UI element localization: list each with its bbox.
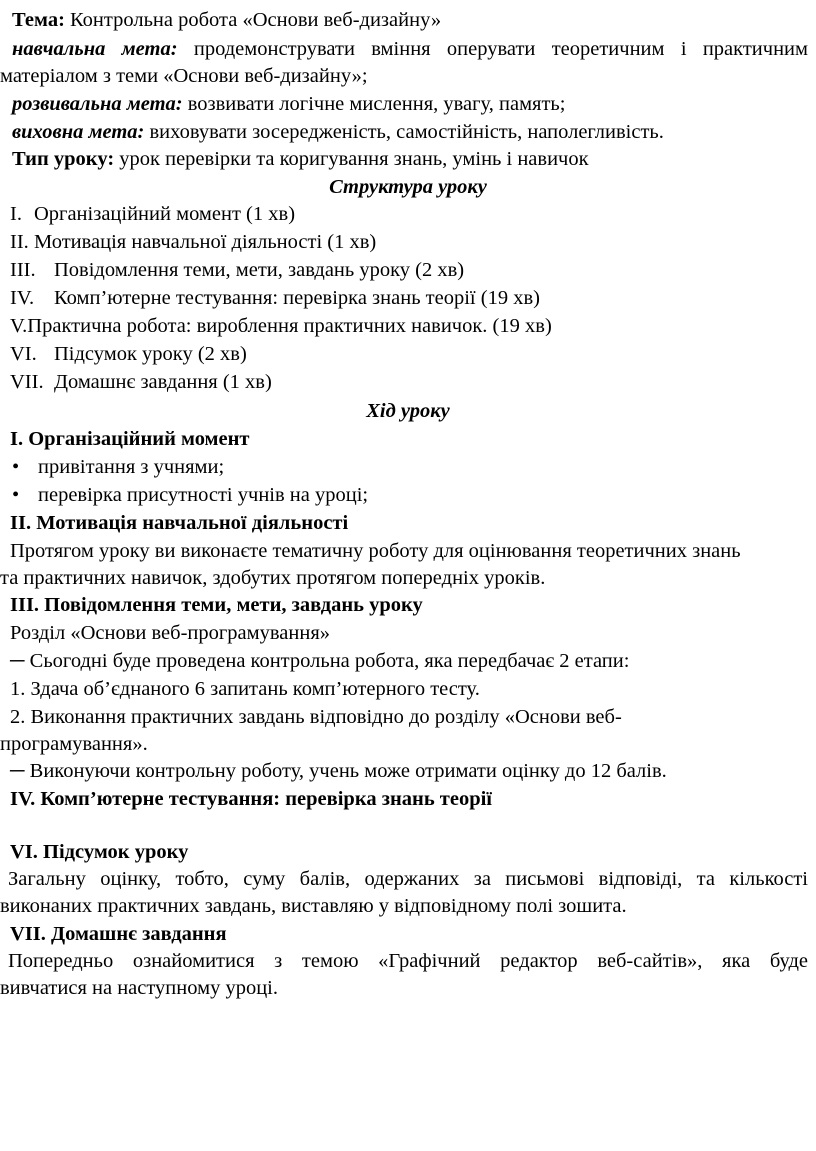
- structure-item-number: II.: [10, 231, 29, 253]
- list-item-text: привітання з учнями;: [38, 456, 225, 478]
- developmental-goal-label: розвивальна мета:: [12, 93, 183, 115]
- list-item: [10, 453, 816, 481]
- list-item: [10, 481, 816, 509]
- course-title: Хід уроку: [366, 400, 450, 422]
- structure-item: [10, 200, 816, 228]
- developmental-goal-line: [12, 90, 816, 118]
- section-3-dash-line-1: ─ Сьогодні буде проведена контрольна робота, яка передбачає 2 етапи:: [10, 650, 630, 672]
- structure-item-text: Мотивація навчальної діяльності (1 хв): [34, 231, 377, 253]
- section-7-text-line-1: Попередньо ознайомитися з темою «Графічний редактор веб-сайтів», яка буде: [8, 950, 808, 972]
- structure-item-text: Організаційний момент (1 хв): [34, 203, 296, 225]
- structure-item: [10, 340, 816, 368]
- section-3-step-2: 2. Виконання практичних завдань відповідно до розділу «Основи веб-: [10, 706, 622, 728]
- section-2-text-line-2: та практичних навичок, здобутих протягом попередніх уроків.: [0, 567, 546, 589]
- structure-item-text: Комп’ютерне тестування: перевірка знань теорії (19 хв): [54, 287, 540, 309]
- structure-item-number: IV.: [10, 287, 35, 309]
- lesson-type-label: Тип уроку:: [12, 148, 115, 170]
- section-6-text-line-1: Загальну оцінку, тобто, суму балів, одержаних за письмові відповіді, та кількості: [8, 868, 808, 890]
- lesson-type-text: урок перевірки та коригування знань, умінь і навичок: [114, 148, 589, 170]
- structure-item-text: Підсумок уроку (2 хв): [54, 343, 247, 365]
- upbringing-goal-label: виховна мета:: [12, 121, 145, 143]
- lesson-type-line: [12, 145, 816, 173]
- bullet-icon: •: [12, 456, 20, 478]
- structure-item-number: VII.: [10, 371, 44, 393]
- topic-line: [12, 6, 816, 34]
- list-item-text: перевірка присутності учнів на уроці;: [38, 484, 369, 506]
- section-3-heading: ІІІ. Повідомлення теми, мети, завдань уроку: [10, 594, 423, 616]
- developmental-goal-text: возвивати логічне мислення, увагу, память;: [182, 93, 566, 115]
- section-3-step-2-cont: програмування».: [0, 733, 148, 755]
- section-2-text-line-1: Протягом уроку ви виконаєте тематичну роботу для оцінювання теоретичних знань: [10, 540, 741, 562]
- structure-item: [10, 284, 816, 312]
- structure-item-text: Практична робота: вироблення практичних навичок. (19 хв): [27, 315, 552, 337]
- structure-item-number: VI.: [10, 343, 37, 365]
- structure-item-number: I.: [10, 203, 22, 225]
- section-3-chapter: Розділ «Основи веб-програмування»: [10, 622, 330, 644]
- bullet-icon: •: [12, 484, 20, 506]
- section-1-heading: І. Організаційний момент: [10, 428, 250, 450]
- educational-goal-line: [8, 35, 808, 63]
- section-3-dash-line-2: ─ Виконуючи контрольну роботу, учень може отримати оцінку до 12 балів.: [10, 760, 667, 782]
- structure-item-text: Повідомлення теми, мети, завдань уроку (2 хв): [54, 259, 465, 281]
- topic-text: Контрольна робота «Основи веб-дизайну»: [64, 9, 442, 31]
- section-7-heading: VII. Домашнє завдання: [10, 923, 227, 945]
- structure-item: [10, 228, 816, 256]
- structure-item-number: III.: [10, 259, 36, 281]
- section-6-heading: VI. Підсумок уроку: [10, 841, 189, 863]
- section-2-heading: ІІ. Мотивація навчальної діяльності: [10, 512, 349, 534]
- educational-goal-line-2: матеріалом з теми «Основи веб-дизайну»;: [0, 65, 368, 87]
- structure-item-text: Домашнє завдання (1 хв): [54, 371, 272, 393]
- section-6-text-line-2: виконаних практичних завдань, виставляю у відповідному полі зошита.: [0, 895, 627, 917]
- section-4-heading: IV. Комп’ютерне тестування: перевірка знань теорії: [10, 788, 492, 810]
- topic-label: Тема:: [12, 9, 65, 31]
- structure-item: [10, 312, 816, 340]
- structure-title: Структура уроку: [329, 176, 487, 198]
- upbringing-goal-line: [12, 118, 816, 146]
- structure-item: [10, 368, 816, 396]
- section-7-text-line-2: вивчатися на наступному уроці.: [0, 977, 279, 999]
- educational-goal-label: навчальна мета:: [12, 38, 178, 60]
- upbringing-goal-text: виховувати зосередженість, самостійність, наполегливість.: [144, 121, 664, 143]
- educational-goal-text-1: продемонструвати вміння оперувати теоретичним і практичним: [177, 38, 809, 60]
- structure-item-number: V.: [10, 315, 28, 337]
- section-3-step-1: 1. Здача об’єднаного 6 запитань комп’ютерного тесту.: [10, 678, 480, 700]
- structure-item: [10, 256, 816, 284]
